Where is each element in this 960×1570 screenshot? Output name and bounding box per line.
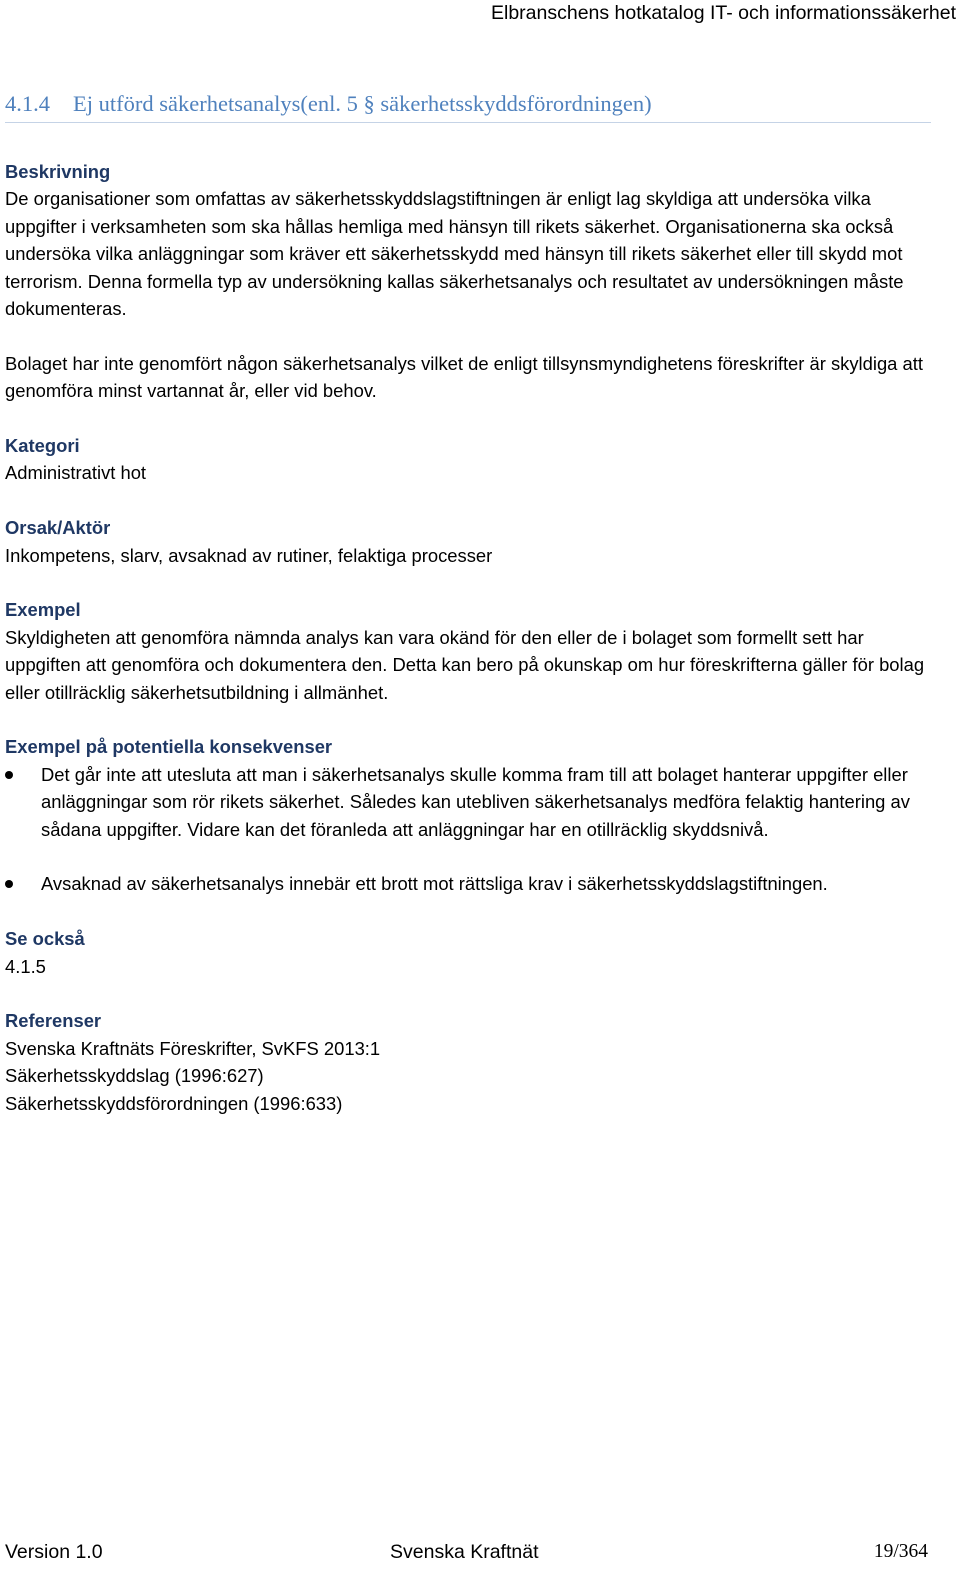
se-ocksa-heading: Se också — [5, 928, 85, 950]
exempel-heading: Exempel — [5, 599, 81, 621]
bullet-icon — [5, 771, 13, 779]
list-item-text: Det går inte att utesluta att man i säkerhetsanalys skulle komma fram till att bolaget hanterar uppgifter eller anläggningar som rör rikets säkerhet. Således kan utebliven säkerhetsanalys medföra felaktig hantering av sådana uppgifter. Vidare kan det föranleda att anläggningar har en otillräcklig skyddsnivå. — [41, 763, 910, 840]
section-number: 4.1.4 — [5, 91, 50, 116]
beskrivning-paragraph-2: Bolaget har inte genomfört någon säkerhetsanalys vilket de enligt tillsynsmyndighetens föreskrifter är skyldiga att genomföra minst vartannat år, eller vid behov. — [5, 352, 923, 402]
section-heading — [5, 91, 931, 123]
reference-item: Säkerhetsskyddslag (1996:627) — [5, 1065, 264, 1087]
reference-item: Svenska Kraftnäts Föreskrifter, SvKFS 2013:1 — [5, 1037, 381, 1059]
konsekvenser-heading: Exempel på potentiella konsekvenser — [5, 736, 333, 758]
referenser-section — [5, 1007, 940, 1117]
running-header: Elbranschens hotkatalog IT- och informationssäkerhet — [490, 2, 956, 24]
page-footer — [5, 1541, 928, 1569]
list-item-text: Avsaknad av säkerhetsanalys innebär ett brott mot rättsliga krav i säkerhetsskyddslagstiftningen. — [41, 873, 828, 895]
page-number: 19/364 — [873, 1541, 928, 1562]
kategori-section — [5, 432, 940, 487]
document-body — [5, 158, 940, 1117]
kategori-heading: Kategori — [5, 435, 80, 457]
orsak-heading: Orsak/Aktör — [5, 517, 111, 539]
referenser-heading: Referenser — [5, 1010, 102, 1032]
orsak-value: Inkompetens, slarv, avsaknad av rutiner, felaktiga processer — [5, 544, 493, 566]
list-item — [5, 870, 940, 897]
beskrivning-paragraph-1: De organisationer som omfattas av säkerhetsskyddslagstiftningen är enligt lag skyldiga att undersöka vilka uppgifter i verksamheten som ska hållas hemliga med hänsyn till rikets säkerhet. Organisationerna ska också undersöka vilka anläggningar som kräver ett säkerhetsskydd med hänsyn till rikets säkerhet eller till skydd mot terrorism. Denna formella typ av undersökning kallas säkerhetsanalys och resultatet av undersökningen måste dokumenteras. — [5, 188, 904, 320]
footer-organization: Svenska Kraftnät — [390, 1541, 539, 1563]
kategori-value: Administrativt hot — [5, 462, 147, 484]
list-item — [5, 761, 940, 843]
se-ocksa-reference: 4.1.5 — [5, 955, 46, 977]
se-ocksa-section — [5, 925, 940, 980]
exempel-text: Skyldigheten att genomföra nämnda analys kan vara okänd för den eller de i bolaget som formellt sett har uppgiften att genomföra och dokumentera den. Detta kan bero på okunskap om hur föreskrifterna gäller för bolag eller otillräcklig säkerhetsutbildning i allmänhet. — [5, 626, 925, 703]
orsak-section — [5, 514, 940, 569]
footer-version: Version 1.0 — [5, 1541, 103, 1563]
konsekvenser-list — [5, 761, 940, 898]
beskrivning-section — [5, 158, 940, 405]
beskrivning-heading: Beskrivning — [5, 161, 111, 182]
bullet-icon — [5, 880, 13, 888]
reference-item: Säkerhetsskyddsförordningen (1996:633) — [5, 1092, 343, 1114]
konsekvenser-section — [5, 733, 940, 897]
exempel-section — [5, 596, 940, 706]
section-title: Ej utförd säkerhetsanalys(enl. 5 § säkerhetsskyddsförordningen) — [73, 91, 652, 116]
